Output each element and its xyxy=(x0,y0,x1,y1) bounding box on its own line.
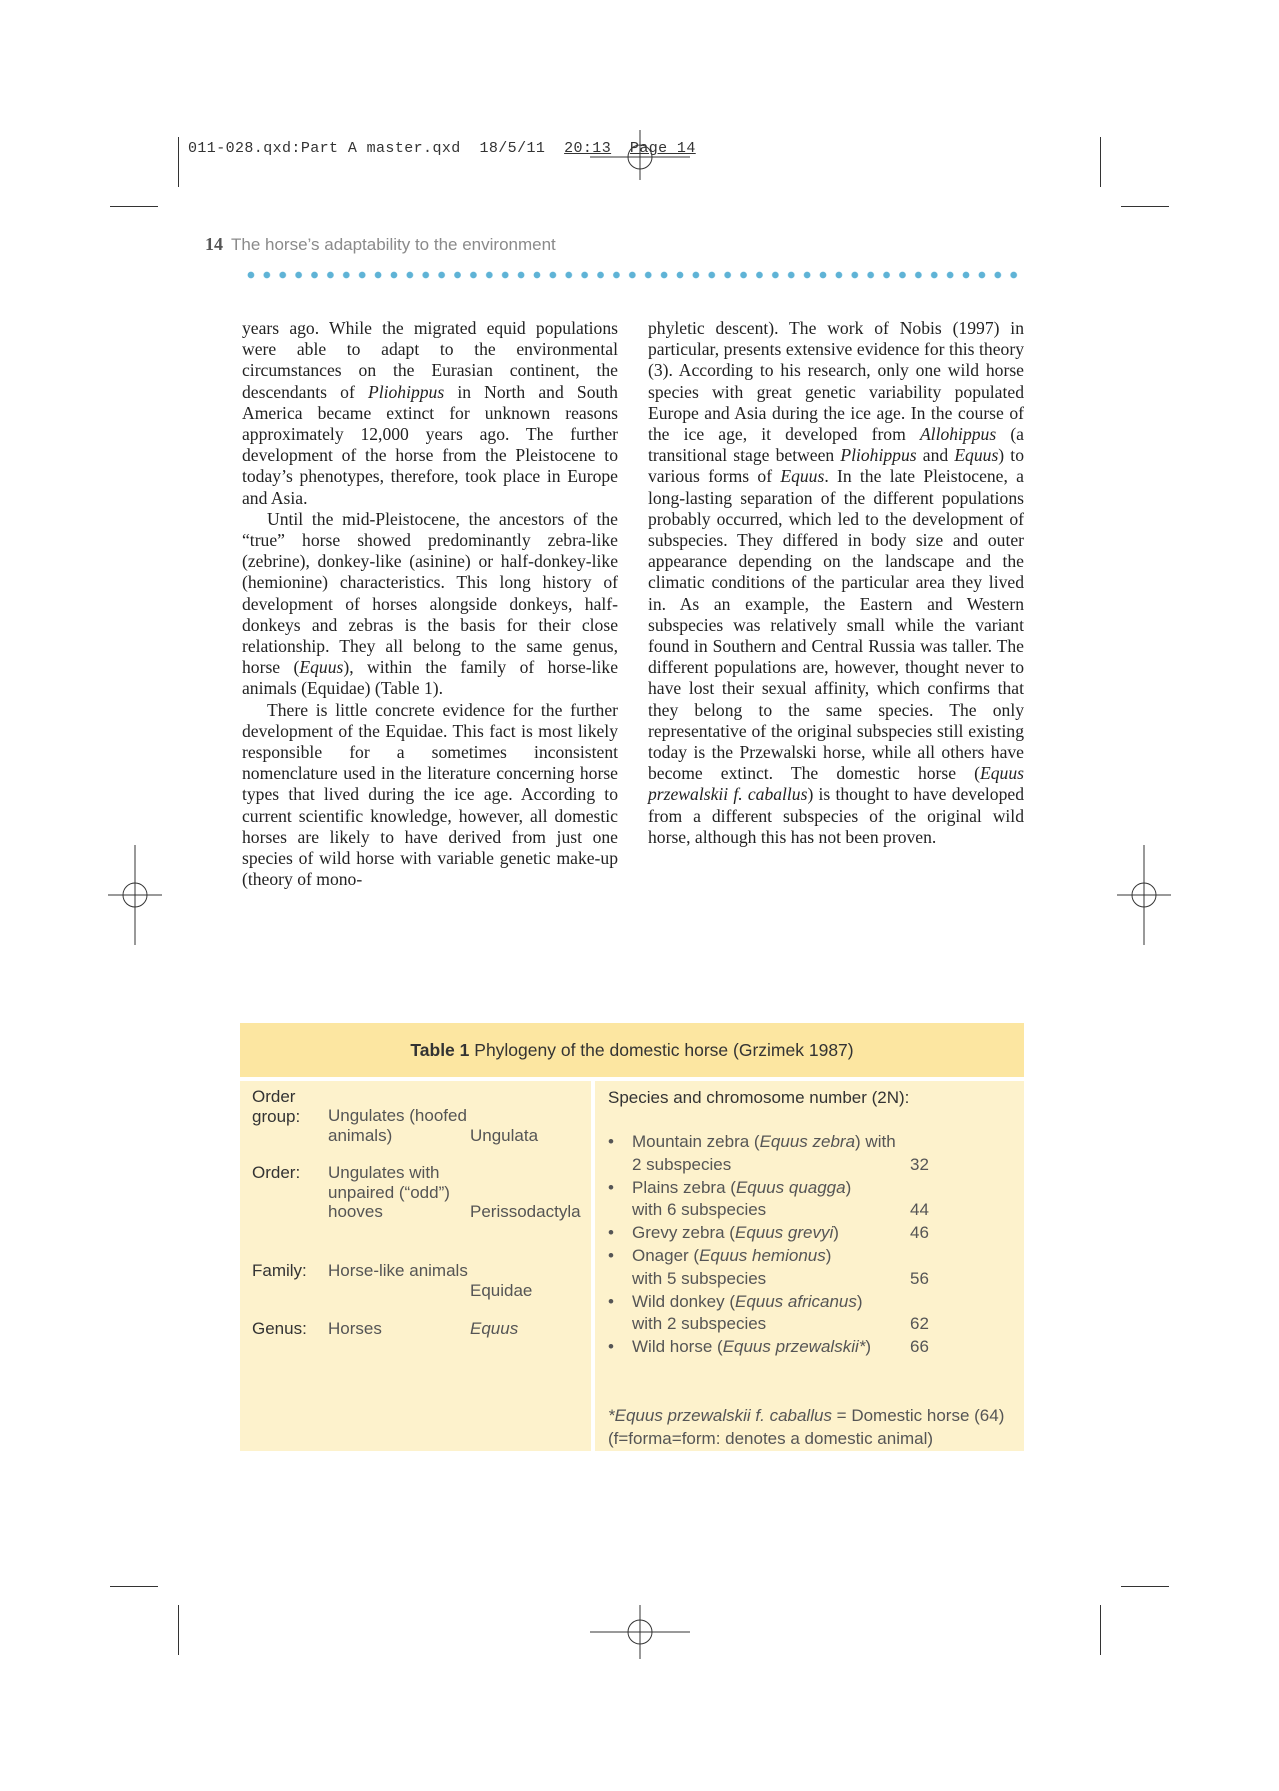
crop-mark xyxy=(110,206,158,207)
species-heading: Species and chromosome number (2N): xyxy=(608,1088,910,1107)
table-footnote xyxy=(608,1405,1012,1451)
taxonomy-label: Genus: xyxy=(252,1319,307,1338)
running-head xyxy=(205,234,556,255)
taxonomy-label: Family: xyxy=(252,1261,307,1280)
footnote-line: *Equus przewalskii f. caballus = Domestic horse (64) xyxy=(608,1406,1005,1425)
table-caption-label: Table 1 xyxy=(410,1040,470,1060)
chromosome-number: 66 xyxy=(910,1337,929,1357)
species-name: Wild donkey (Equus africanus) with 2 subspecies xyxy=(632,1291,863,1334)
body-paragraph: Until the mid-Pleistocene, the ancestors of the “true” horse showed predominantly zebra-like (zebrine), donkey-like (asinine) or half-donkey-like (hemionine) characteristics. This long history of development of horses alongside donkeys, half-donkeys and zebras is the basis for their close relationship. They all belong to the same genus, horse (Equus), within the family of horse-like animals (Equidae) (Table 1). xyxy=(242,508,618,699)
chromosome-number: 56 xyxy=(910,1268,929,1288)
crop-mark xyxy=(178,1605,179,1655)
dotted-rule xyxy=(243,270,1024,280)
taxonomy-name: Ungulates (hoofed animals) xyxy=(328,1106,467,1145)
taxonomy-label: Order: xyxy=(252,1163,301,1182)
crop-mark xyxy=(1121,206,1169,207)
slug-file: 011-028.qxd:Part A master.qxd xyxy=(188,140,461,157)
body-paragraph: There is little concrete evidence for the further development of the Equidae. This fact is most likely responsible for a sometimes inconsistent nomenclature used in the literature concerning horse types that lived during the ice age. According to current scientific knowledge, however, all domestic horses are likely to have derived from just one species of wild horse with variable genetic make-up (theory of mono- xyxy=(242,699,618,890)
crop-mark xyxy=(178,137,179,187)
crop-mark xyxy=(1100,137,1101,187)
bullet-icon: • xyxy=(608,1223,614,1243)
table-header-divider xyxy=(240,1077,1024,1081)
taxonomy-name: Horse-like animals xyxy=(328,1261,468,1280)
body-column-right xyxy=(648,318,1024,848)
species-name: Onager (Equus hemionus) with 5 subspecies xyxy=(632,1246,832,1288)
bullet-icon: • xyxy=(608,1246,614,1265)
registration-mark-top xyxy=(590,130,690,180)
taxonomy-latin: Perissodactyla xyxy=(470,1202,581,1221)
chapter-title: The horse’s adaptability to the environment xyxy=(231,235,556,254)
footnote-line: (f=forma=form: denotes a domestic animal) xyxy=(608,1428,934,1448)
chromosome-number: 62 xyxy=(910,1314,929,1334)
crop-mark xyxy=(1121,1586,1169,1587)
table-column-divider xyxy=(591,1081,595,1451)
crop-mark xyxy=(110,1586,158,1587)
taxonomy-latin: Ungulata xyxy=(470,1126,539,1145)
species-name: Mountain zebra (Equus zebra) with 2 subspecies xyxy=(632,1132,896,1174)
page-number: 14 xyxy=(205,234,223,254)
chromosome-number: 32 xyxy=(910,1154,929,1174)
chromosome-number: 46 xyxy=(910,1223,929,1243)
bullet-icon: • xyxy=(608,1177,614,1197)
chromosome-number: 44 xyxy=(910,1200,929,1220)
table-caption-text: Phylogeny of the domestic horse (Grzimek 1987) xyxy=(474,1040,854,1060)
crop-mark xyxy=(1100,1605,1101,1655)
taxonomy-latin: Equus xyxy=(470,1319,519,1338)
body-paragraph: years ago. While the migrated equid populations were able to adapt to the environmental circumstances on the Eurasian continent, the descendants of Pliohippus in North and South America became extinct for unknown reasons approximately 12,000 years ago. The further development of the horse from the Pleistocene to today’s phenotypes, therefore, took place in Europe and Asia. xyxy=(242,318,618,508)
species-name: Wild horse (Equus przewalskii*) xyxy=(632,1337,872,1357)
slug-date: 18/5/11 xyxy=(479,140,546,157)
species-name: Grevy zebra (Equus grevyi) xyxy=(632,1223,839,1243)
taxonomy-label: Order group: xyxy=(252,1087,301,1126)
bullet-icon: • xyxy=(608,1291,614,1311)
registration-mark-bottom xyxy=(590,1605,690,1659)
body-column-left xyxy=(242,318,618,890)
slug-time: 20:13 xyxy=(564,140,612,157)
slug-page: Page 14 xyxy=(629,140,696,157)
taxonomy-name: Ungulates with unpaired (“odd”) hooves xyxy=(328,1163,450,1221)
table-1 xyxy=(240,1023,1024,1451)
taxonomy-latin: Equidae xyxy=(470,1280,533,1300)
registration-mark-left xyxy=(108,845,162,945)
body-paragraph: phyletic descent). The work of Nobis (1997) in particular, presents extensive evidence for this theory (3). According to his research, only one wild horse species with great genetic variability populated Europe and Asia during the ice age. In the course of the ice age, it developed from Allohippus (a transitional stage between Pliohippus and Equus) to various forms of Equus. In the late Pleistocene, a long-lasting separation of the different populations probably occurred, which led to the development of subspecies. They differed in body size and outer appearance depending on the landscape and the climatic conditions of the particular area they lived in. As an example, the Eastern and Western subspecies was relatively small while the variant found in Southern and Central Russia was taller. The different populations are, however, thought never to have lost their sexual affinity, which confirms that they belong to the same species. The only representative of the original subspecies still existing today is the Przewalski horse, while all others have become extinct. The domestic horse (Equus przewalskii f. caballus) is thought to have developed from a different subspecies of the original wild horse, although this has not been proven. xyxy=(648,318,1024,847)
bullet-icon: • xyxy=(608,1337,614,1357)
taxonomy-name: Horses xyxy=(328,1319,382,1338)
table-caption xyxy=(240,1023,1024,1077)
species-name: Plains zebra (Equus quagga) with 6 subspecies xyxy=(632,1177,852,1220)
registration-mark-right xyxy=(1117,845,1171,945)
bullet-icon: • xyxy=(608,1132,614,1151)
